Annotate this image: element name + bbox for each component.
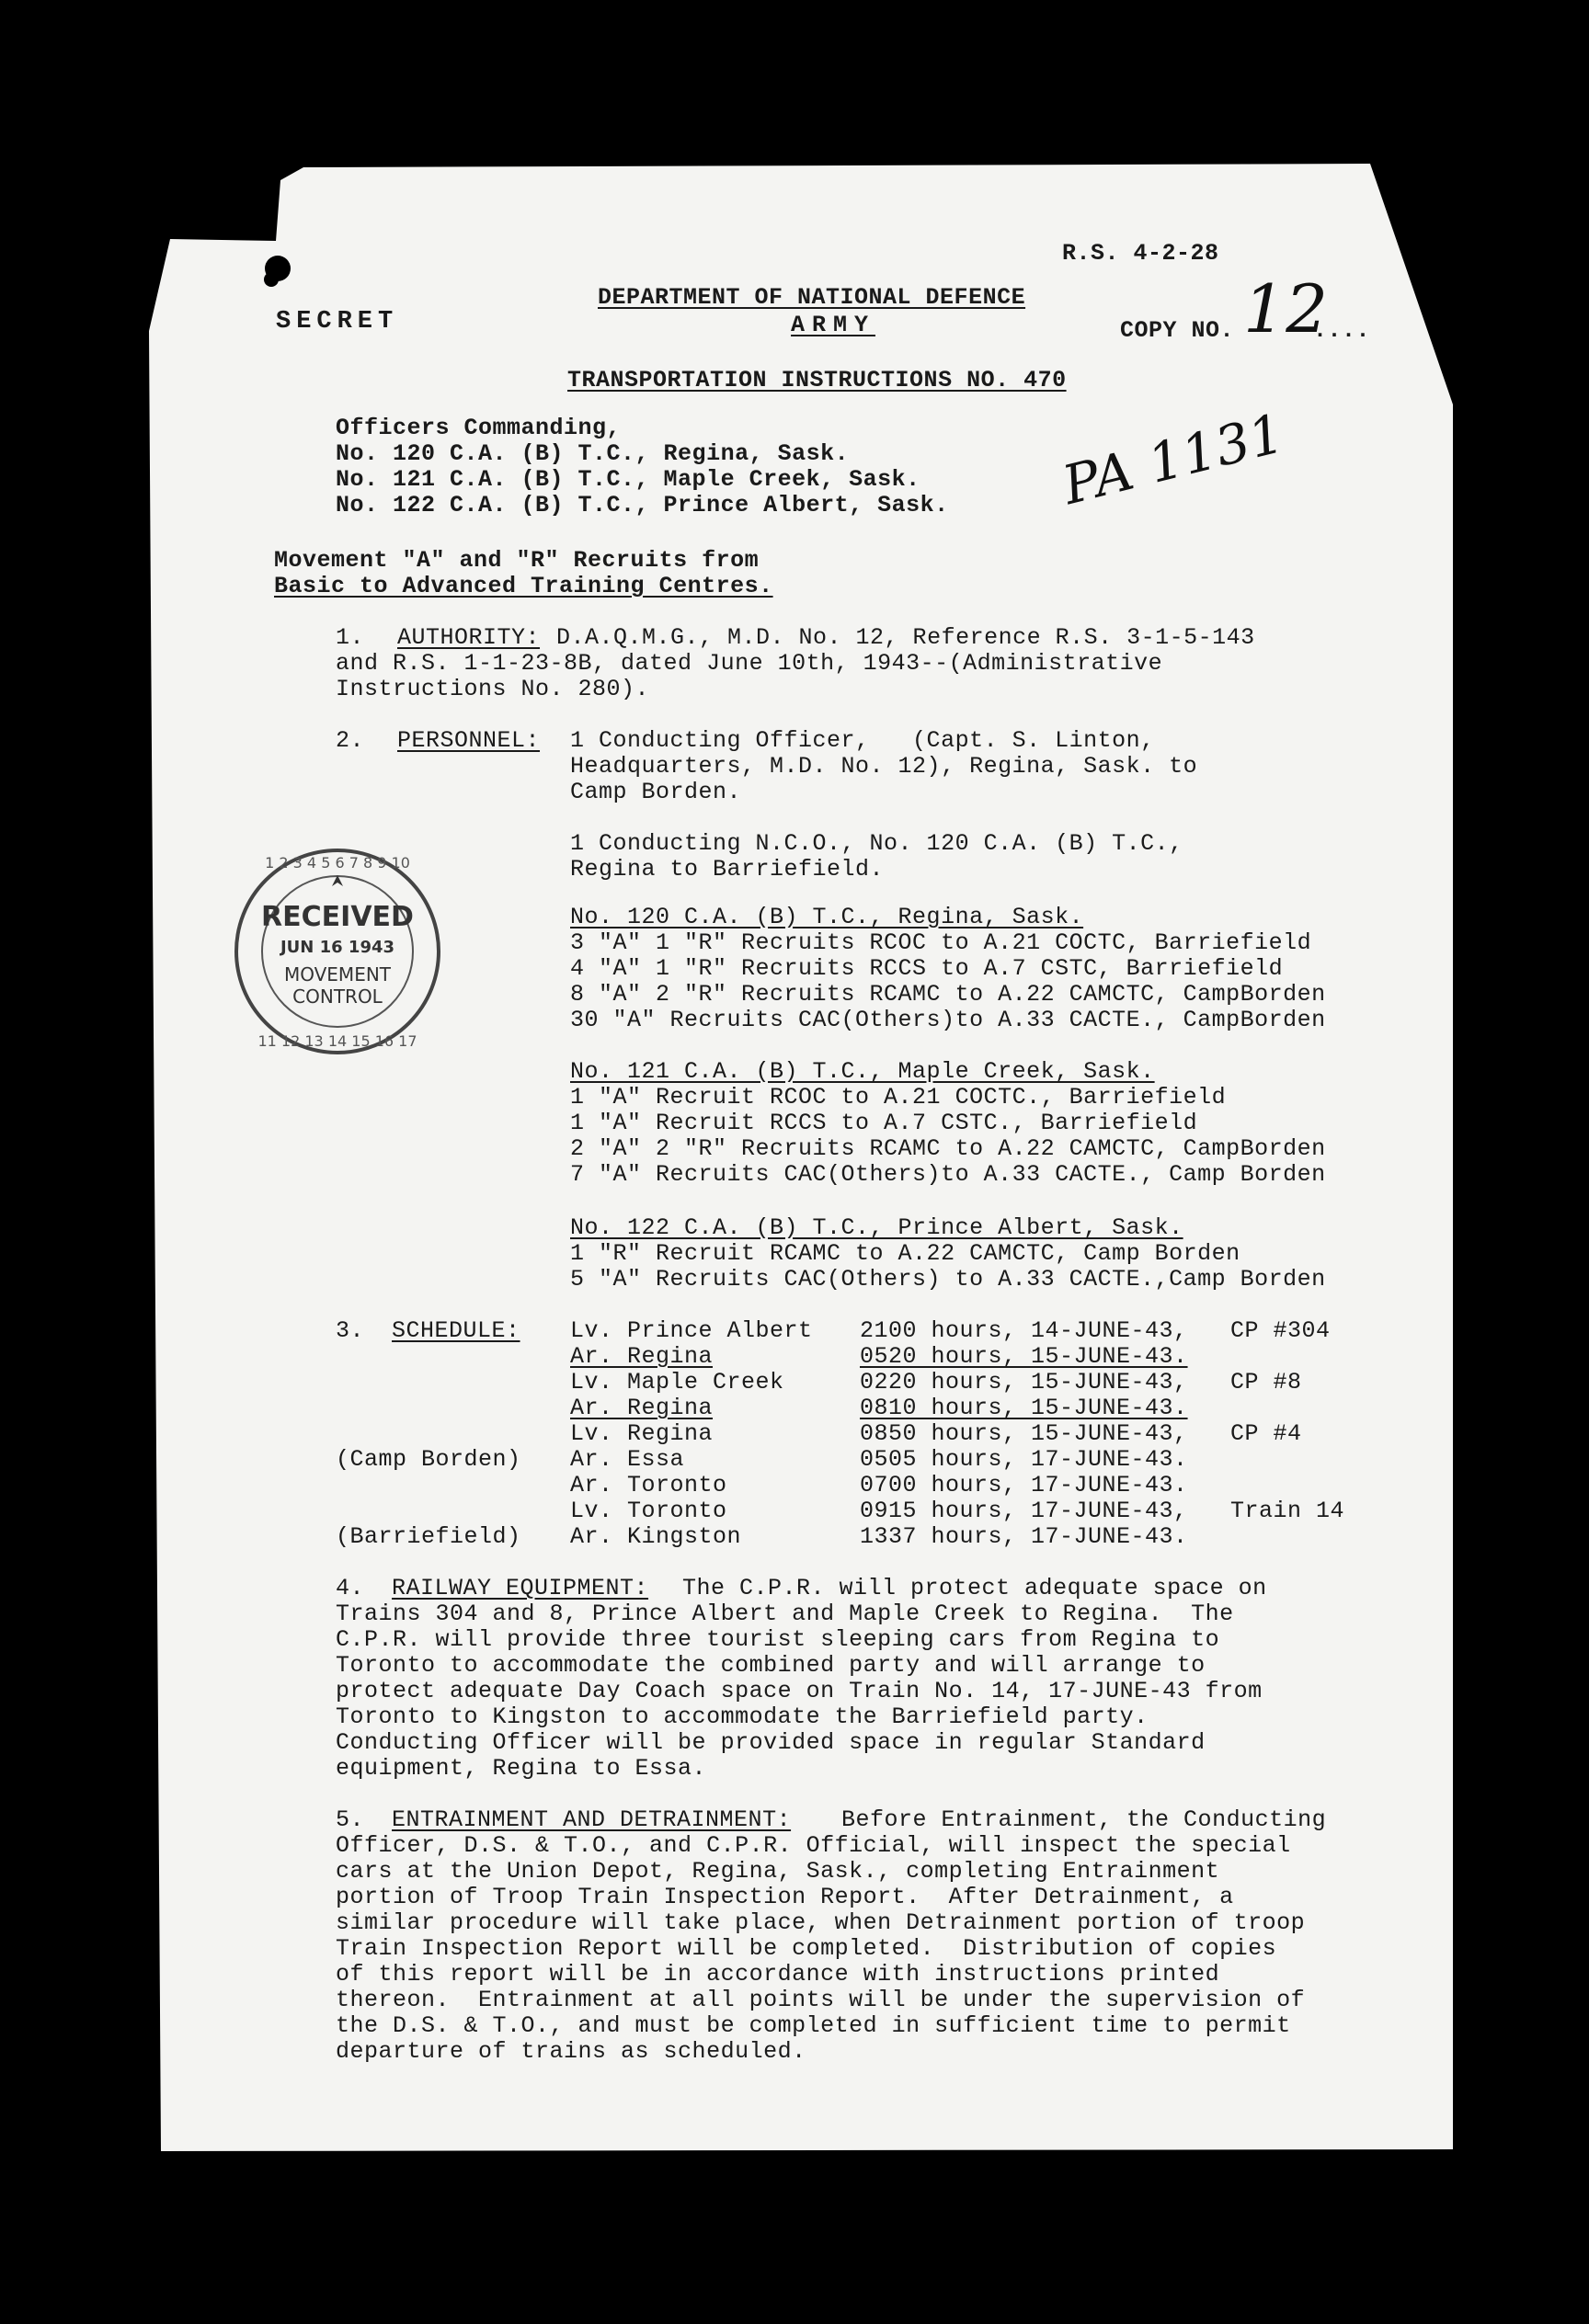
section-number: 5.	[336, 1806, 365, 1833]
stamp-line: MOVEMENT	[283, 963, 392, 985]
section-number: 2.	[336, 727, 365, 754]
unit-heading: No. 121 C.A. (B) T.C., Maple Creek, Sask.	[570, 1058, 1155, 1085]
schedule-label: SCHEDULE:	[392, 1317, 520, 1344]
document-title: TRANSPORTATION INSTRUCTIONS NO. 470	[567, 367, 1067, 393]
recruit-line: 4 "A" 1 "R" Recruits RCCS to A.7 CSTC, Barriefield	[570, 955, 1284, 982]
officer-line: Headquarters, M.D. No. 12), Regina, Sask. to	[570, 753, 1198, 780]
copy-number: 12	[1243, 270, 1329, 347]
svg-text:11 12 13 14 15 16 17: 11 12 13 14 15 16 17	[257, 1032, 417, 1050]
schedule-time: 0505 hours, 17-JUNE-43.	[860, 1446, 1188, 1473]
entrainment-text: Officer, D.S. & T.O., and C.P.R. Official, will inspect the special	[336, 1832, 1291, 1859]
authority-text: Instructions No. 280).	[336, 676, 650, 702]
recruit-line: 7 "A" Recruits CAC(Others)to A.33 CACTE., Camp Borden	[570, 1161, 1326, 1188]
addressee-line: Officers Commanding,	[336, 415, 622, 441]
recruit-line: 1 "R" Recruit RCAMC to A.22 CAMCTC, Camp Borden	[570, 1240, 1240, 1267]
recruit-line: 1 "A" Recruit RCCS to A.7 CSTC., Barriefield	[570, 1110, 1198, 1136]
section-number: 3.	[336, 1317, 365, 1344]
railway-text: equipment, Regina to Essa.	[336, 1755, 707, 1782]
railway-text: Trains 304 and 8, Prince Albert and Maple Creek to Regina. The	[336, 1601, 1234, 1627]
recruit-line: 5 "A" Recruits CAC(Others) to A.33 CACTE.,Camp Borden	[570, 1266, 1326, 1293]
officer-line: Camp Borden.	[570, 779, 742, 805]
railway-text: protect adequate Day Coach space on Train No. 14, 17-JUNE-43 from	[336, 1678, 1263, 1704]
entrainment-text: cars at the Union Depot, Regina, Sask., completing Entrainment	[336, 1858, 1220, 1885]
unit-heading: No. 120 C.A. (B) T.C., Regina, Sask.	[570, 904, 1084, 930]
schedule-time: 0810 hours, 15-JUNE-43.	[860, 1395, 1188, 1421]
schedule-stop: Ar. Kingston	[570, 1523, 742, 1550]
subject-line: Basic to Advanced Training Centres.	[274, 573, 773, 599]
authority-text: and R.S. 1-1-23-8B, dated June 10th, 1943--(Administrative	[336, 650, 1163, 677]
addressee-line: No. 121 C.A. (B) T.C., Maple Creek, Sask.	[336, 466, 920, 493]
schedule-stop: Lv. Regina	[570, 1420, 714, 1447]
department-title: DEPARTMENT OF NATIONAL DEFENCE	[598, 284, 1026, 311]
officer-line: 1 Conducting Officer, (Capt. S. Linton,	[570, 727, 1155, 754]
copy-dots: ....	[1313, 317, 1371, 344]
nco-line: Regina to Barriefield.	[570, 856, 885, 883]
personnel-label: PERSONNEL:	[397, 727, 541, 754]
schedule-stop: Ar. Essa	[570, 1446, 685, 1473]
authority-text: D.A.Q.M.G., M.D. No. 12, Reference R.S. 3-1-5-143	[556, 624, 1255, 651]
entrainment-text: thereon. Entrainment at all points will be under the supervision of	[336, 1987, 1306, 2013]
addressee-line: No. 122 C.A. (B) T.C., Prince Albert, Sask.	[336, 492, 949, 518]
schedule-time: 0700 hours, 17-JUNE-43.	[860, 1472, 1188, 1498]
entrainment-text: of this report will be in accordance with instructions printed	[336, 1961, 1220, 1988]
schedule-note: CP #8	[1230, 1369, 1302, 1396]
handwritten-annotation: PA 1131	[1057, 401, 1291, 518]
entrainment-text: Before Entrainment, the Conducting	[841, 1806, 1327, 1833]
recruit-line: 1 "A" Recruit RCOC to A.21 COCTC., Barriefield	[570, 1084, 1227, 1111]
recruit-line: 2 "A" 2 "R" Recruits RCAMC to A.22 CAMCTC, CampBorden	[570, 1135, 1326, 1162]
railway-text: Toronto to accommodate the combined party and will arrange to	[336, 1652, 1206, 1679]
copy-label: COPY NO.	[1120, 317, 1235, 344]
entrainment-text: the D.S. & T.O., and must be completed in sufficient time to permit	[336, 2012, 1291, 2039]
entrainment-text: portion of Troop Train Inspection Report. After Detrainment, a	[336, 1884, 1234, 1910]
entrainment-text: similar procedure will take place, when Detrainment portion of troop	[336, 1909, 1306, 1936]
schedule-stop: Ar. Regina	[570, 1395, 714, 1421]
schedule-time: 0915 hours, 17-JUNE-43,	[860, 1498, 1188, 1524]
schedule-time: 0220 hours, 15-JUNE-43,	[860, 1369, 1188, 1396]
railway-text: Conducting Officer will be provided space in regular Standard	[336, 1729, 1206, 1756]
schedule-time: 0520 hours, 15-JUNE-43.	[860, 1343, 1188, 1370]
unit-heading: No. 122 C.A. (B) T.C., Prince Albert, Sask.	[570, 1214, 1183, 1241]
schedule-time: 1337 hours, 17-JUNE-43.	[860, 1523, 1188, 1550]
authority-label: AUTHORITY:	[397, 624, 541, 651]
railway-text: The C.P.R. will protect adequate space on	[682, 1575, 1267, 1601]
reference-number: R.S. 4-2-28	[1062, 240, 1219, 267]
railway-text: C.P.R. will provide three tourist sleeping cars from Regina to	[336, 1626, 1220, 1653]
recruit-line: 30 "A" Recruits CAC(Others)to A.33 CACTE., CampBorden	[570, 1007, 1326, 1033]
schedule-stop: Lv. Toronto	[570, 1498, 727, 1524]
stamp-line: CONTROL	[292, 985, 383, 1008]
schedule-stop: Lv. Prince Albert	[570, 1317, 813, 1344]
schedule-stop: Lv. Maple Creek	[570, 1369, 784, 1396]
schedule-note: CP #4	[1230, 1420, 1302, 1447]
stamp-date: JUN 16 1943	[280, 938, 395, 957]
service-title: ARMY	[791, 312, 876, 338]
stamp-received: RECEIVED	[261, 901, 414, 933]
entrainment-text: Train Inspection Report will be completed. Distribution of copies	[336, 1935, 1277, 1962]
schedule-stop: Ar. Regina	[570, 1343, 714, 1370]
addressee-line: No. 120 C.A. (B) T.C., Regina, Sask.	[336, 440, 850, 467]
nco-line: 1 Conducting N.C.O., No. 120 C.A. (B) T.C.,	[570, 830, 1183, 857]
schedule-time: 0850 hours, 15-JUNE-43,	[860, 1420, 1188, 1447]
section-number: 4.	[336, 1575, 365, 1601]
railway-label: RAILWAY EQUIPMENT:	[392, 1575, 649, 1601]
schedule-destination: (Camp Borden)	[336, 1446, 521, 1473]
schedule-stop: Ar. Toronto	[570, 1472, 727, 1498]
svg-text:1 2 3 4 5 6 7 8 9 10: 1 2 3 4 5 6 7 8 9 10	[265, 854, 410, 872]
recruit-line: 8 "A" 2 "R" Recruits RCAMC to A.22 CAMCTC, CampBorden	[570, 981, 1326, 1008]
recruit-line: 3 "A" 1 "R" Recruits RCOC to A.21 COCTC, Barriefield	[570, 929, 1312, 956]
entrainment-label: ENTRAINMENT AND DETRAINMENT:	[392, 1806, 792, 1833]
subject-line: Movement "A" and "R" Recruits from	[274, 547, 760, 574]
entrainment-text: departure of trains as scheduled.	[336, 2038, 806, 2065]
railway-text: Toronto to Kingston to accommodate the Barriefield party.	[336, 1703, 1149, 1730]
classification: SECRET	[276, 308, 399, 336]
received-stamp	[232, 846, 443, 1057]
section-number: 1.	[336, 624, 365, 651]
schedule-time: 2100 hours, 14-JUNE-43,	[860, 1317, 1188, 1344]
schedule-note: CP #304	[1230, 1317, 1331, 1344]
schedule-note: Train 14	[1230, 1498, 1345, 1524]
schedule-destination: (Barriefield)	[336, 1523, 521, 1550]
